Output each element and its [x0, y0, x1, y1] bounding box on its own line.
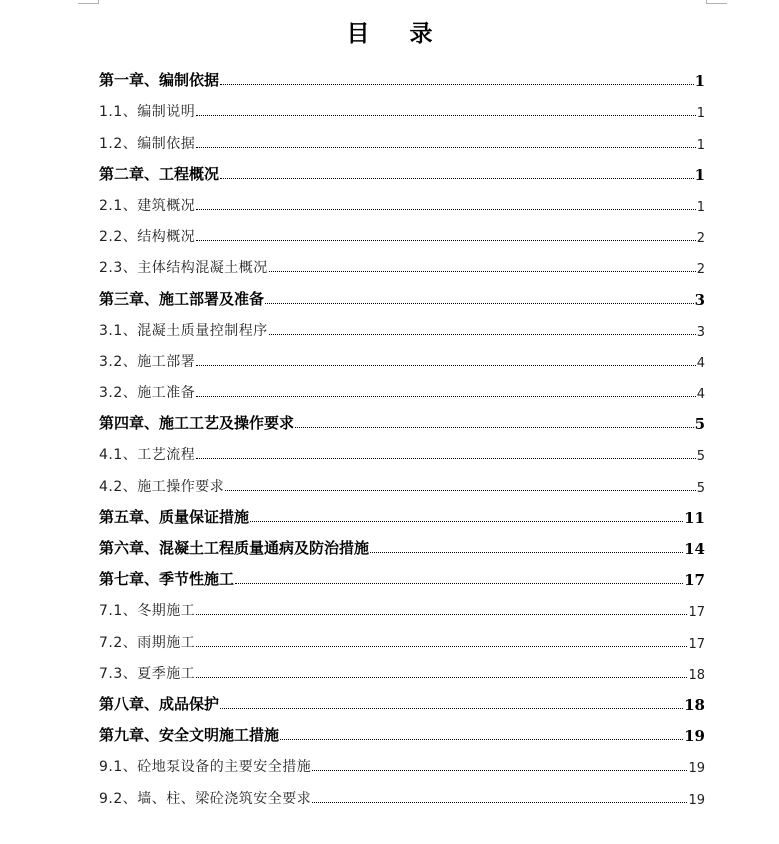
toc-dot-leader — [196, 395, 695, 397]
toc-entry-label: 4.1、工艺流程 — [99, 447, 196, 464]
toc-dot-leader — [196, 239, 695, 241]
toc-entry-label: 1.1、编制说明 — [99, 104, 196, 121]
toc-dot-leader — [225, 489, 695, 491]
toc-entry-label: 4.2、施工操作要求 — [99, 478, 225, 495]
toc-dot-leader — [250, 520, 683, 522]
toc-dot-leader — [196, 114, 695, 116]
toc-dot-leader — [370, 551, 683, 553]
toc-page-number: 2 — [696, 262, 705, 278]
page-title: 目 录 — [346, 20, 449, 47]
toc-page-number: 5 — [694, 415, 705, 434]
toc-dot-leader — [196, 146, 695, 148]
toc-page-number: 18 — [684, 695, 705, 714]
toc-entry-label: 9.2、墙、柱、梁砼浇筑安全要求 — [99, 790, 312, 807]
toc-entry-label: 第九章、安全文明施工措施 — [99, 726, 280, 745]
toc-entry-label: 第六章、混凝土工程质量通病及防治措施 — [99, 539, 370, 557]
toc-entry-label: 9.1、砼地泵设备的主要安全措施 — [99, 759, 312, 776]
toc-dot-leader — [295, 426, 694, 428]
toc-page-number: 17 — [688, 636, 705, 652]
toc-chapter-entry[interactable] — [99, 563, 705, 594]
toc-entry-label: 7.3、夏季施工 — [99, 665, 196, 682]
toc-page-number: 2 — [696, 231, 705, 247]
toc-dot-leader — [280, 738, 683, 740]
toc-chapter-entry[interactable] — [99, 719, 705, 750]
toc-page-number: 17 — [684, 571, 705, 590]
toc-section-entry[interactable] — [99, 438, 705, 469]
toc-chapter-entry[interactable] — [99, 282, 705, 313]
toc-entry-label: 2.1、建筑概况 — [99, 197, 196, 214]
toc-section-entry[interactable] — [99, 314, 705, 345]
toc-chapter-entry[interactable] — [99, 532, 705, 563]
page-corner-mark-right — [706, 0, 727, 4]
toc-page-number: 1 — [694, 165, 705, 184]
toc-section-entry[interactable] — [99, 189, 705, 220]
toc-section-entry[interactable] — [99, 781, 705, 812]
toc-entry-label: 第三章、施工部署及准备 — [99, 289, 265, 308]
toc-page-number: 4 — [696, 355, 705, 371]
toc-entry-label: 1.2、编制依据 — [99, 135, 196, 152]
toc-page-number: 3 — [696, 324, 705, 340]
toc-section-entry[interactable] — [99, 594, 705, 625]
toc-section-entry[interactable] — [99, 469, 705, 500]
toc-page-number: 17 — [688, 605, 705, 621]
toc-dot-leader — [220, 177, 694, 179]
toc-page-number: 1 — [696, 199, 705, 215]
toc-dot-leader — [312, 801, 687, 803]
toc-dot-leader — [196, 676, 687, 678]
toc-dot-leader — [220, 707, 683, 709]
toc-section-entry[interactable] — [99, 126, 705, 157]
toc-dot-leader — [196, 645, 687, 647]
toc-page-number: 5 — [696, 480, 705, 496]
toc-chapter-entry[interactable] — [99, 158, 705, 189]
toc-chapter-entry[interactable] — [99, 64, 705, 95]
toc-page-number: 14 — [684, 540, 705, 558]
toc-dot-leader — [269, 270, 696, 272]
toc-section-entry[interactable] — [99, 625, 705, 656]
toc-chapter-entry[interactable] — [99, 407, 705, 438]
toc-dot-leader — [196, 613, 687, 615]
toc-page-number: 5 — [696, 449, 705, 465]
toc-dot-leader — [269, 333, 696, 335]
toc-page-number: 19 — [688, 792, 705, 808]
toc-entry-label: 第一章、编制依据 — [99, 71, 220, 90]
toc-page-number: 4 — [696, 387, 705, 403]
toc-section-entry[interactable] — [99, 750, 705, 781]
toc-entry-label: 3.2、施工部署 — [99, 353, 196, 370]
toc-page-number: 19 — [688, 761, 705, 777]
toc-chapter-entry[interactable] — [99, 688, 705, 719]
toc-dot-leader — [220, 83, 694, 85]
toc-section-entry[interactable] — [99, 376, 705, 407]
toc-chapter-entry[interactable] — [99, 501, 705, 532]
toc-entry-label: 3.1、混凝土质量控制程序 — [99, 322, 268, 339]
toc-entry-label: 第八章、成品保护 — [99, 694, 220, 713]
toc-entry-label: 2.2、结构概况 — [99, 229, 196, 246]
toc-entry-label: 2.3、主体结构混凝土概况 — [99, 260, 268, 277]
toc-dot-leader — [196, 457, 695, 459]
toc-dot-leader — [235, 582, 683, 584]
toc-entry-label: 7.1、冬期施工 — [99, 603, 196, 620]
toc-page-number: 19 — [684, 727, 705, 746]
toc-entry-label: 3.2、施工准备 — [99, 385, 196, 402]
toc-dot-leader — [312, 769, 687, 771]
toc-entry-label: 第二章、工程概况 — [99, 164, 220, 183]
toc-page-number: 11 — [684, 508, 705, 527]
toc-page-number: 3 — [694, 290, 705, 309]
toc-dot-leader — [265, 302, 694, 304]
toc-section-entry[interactable] — [99, 657, 705, 688]
toc-section-entry[interactable] — [99, 95, 705, 126]
toc-entry-label: 7.2、雨期施工 — [99, 634, 196, 651]
toc-page-number: 18 — [688, 667, 705, 683]
toc-dot-leader — [196, 364, 695, 366]
page-corner-mark-left — [78, 0, 99, 4]
toc-entry-label: 第五章、质量保证措施 — [99, 507, 250, 526]
toc-page-number: 1 — [696, 137, 705, 153]
table-of-contents — [99, 64, 705, 813]
toc-section-entry[interactable] — [99, 251, 705, 282]
toc-dot-leader — [196, 208, 695, 210]
toc-page-number: 1 — [694, 72, 705, 91]
toc-section-entry[interactable] — [99, 220, 705, 251]
toc-section-entry[interactable] — [99, 345, 705, 376]
toc-page-number: 1 — [696, 106, 705, 122]
toc-entry-label: 第四章、施工工艺及操作要求 — [99, 414, 295, 433]
toc-entry-label: 第七章、季节性施工 — [99, 570, 235, 589]
